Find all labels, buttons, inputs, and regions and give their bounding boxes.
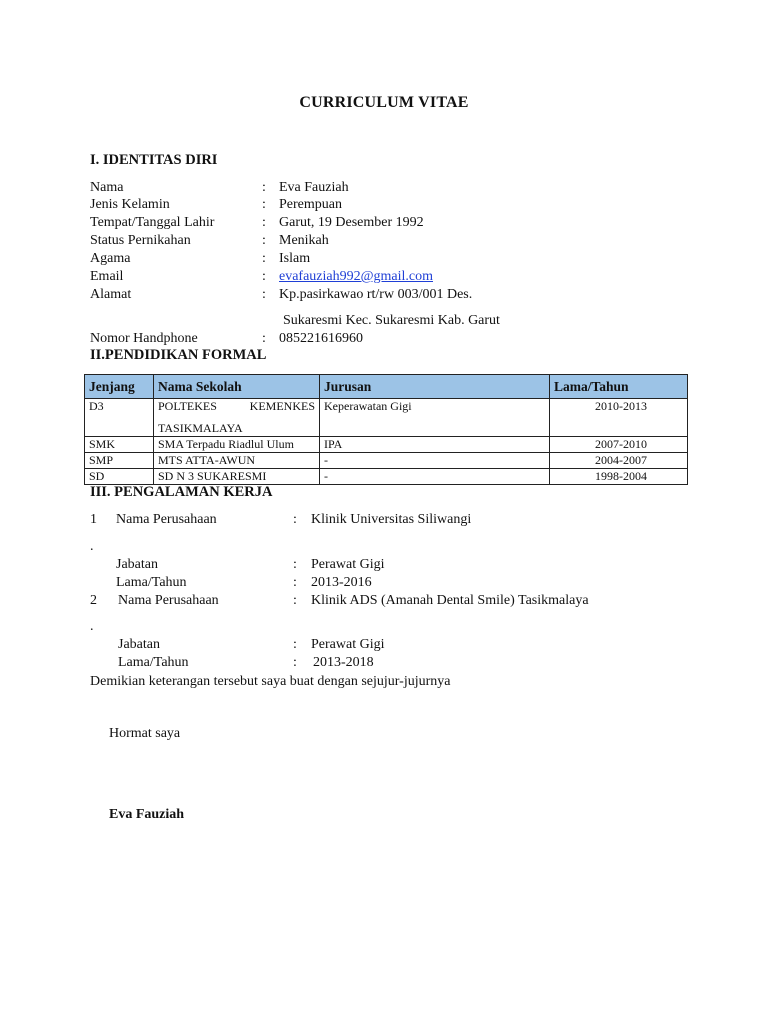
cell-jenjang: SMP [85,453,154,469]
value-lama-tahun: 2013-2018 [313,655,374,670]
job-number: 2 [90,593,97,608]
signature-name: Eva Fauziah [109,807,185,822]
colon: : [262,269,266,284]
label-lama-tahun: Lama/Tahun [116,575,187,590]
cell-jenjang: SD [85,469,154,485]
label-alamat: Alamat [90,287,132,302]
colon: : [293,575,297,590]
cell-tahun: 2007-2010 [550,437,688,453]
cell-jenjang: D3 [85,399,154,437]
table-header-row [85,375,688,399]
value-nama: Eva Fauziah [279,180,349,195]
document-title: CURRICULUM VITAE [299,94,469,111]
cell-nama-sekolah: MTS ATTA-AWUN [154,453,320,469]
colon: : [262,215,266,230]
value-nama-perusahaan: Klinik ADS (Amanah Dental Smile) Tasikmalaya [311,593,589,608]
colon: : [262,197,266,212]
header-lama-tahun: Lama/Tahun [550,375,688,399]
colon: : [262,331,266,346]
label-jabatan: Jabatan [116,557,158,572]
table-row [85,399,688,437]
value-nama-perusahaan: Klinik Universitas Siliwangi [311,512,472,527]
cell-jurusan: Keperawatan Gigi [320,399,550,437]
label-nama-perusahaan: Nama Perusahaan [118,593,219,608]
value-alamat-continued: Sukaresmi Kec. Sukaresmi Kab. Garut [283,313,500,328]
cell-jenjang: SMK [85,437,154,453]
colon: : [293,637,297,652]
cell-text: KEMENKES [249,399,315,413]
cell-jurusan: - [320,469,550,485]
cell-nama-sekolah: SD N 3 SUKARESMI [154,469,320,485]
cell-text: POLTEKES [158,399,217,413]
closing-statement: Demikian keterangan tersebut saya buat dengan sejujur-jujurnya [90,674,451,689]
table-row [85,437,688,453]
job-number: 1 [90,512,97,527]
colon: : [262,287,266,302]
value-jabatan: Perawat Gigi [311,557,385,572]
label-jenis-kelamin: Jenis Kelamin [90,197,170,212]
label-nama-perusahaan: Nama Perusahaan [116,512,217,527]
colon: : [262,251,266,266]
value-lama-tahun: 2013-2016 [311,575,372,590]
colon: : [293,557,297,572]
label-tempat-tanggal-lahir: Tempat/Tanggal Lahir [90,215,215,230]
education-table [84,374,688,485]
list-dot: . [90,539,94,554]
cell-nama-sekolah: SMA Terpadu Riadlul Ulum [154,437,320,453]
value-jenis-kelamin: Perempuan [279,197,342,212]
table-row [85,453,688,469]
list-dot: . [90,619,94,634]
label-agama: Agama [90,251,131,266]
label-lama-tahun: Lama/Tahun [118,655,189,670]
colon: : [293,593,297,608]
colon: : [293,512,297,527]
label-nomor-handphone: Nomor Handphone [90,331,198,346]
value-agama: Islam [279,251,311,266]
regards-text: Hormat saya [109,726,181,741]
cell-tahun: 2010-2013 [550,399,688,437]
header-jurusan: Jurusan [320,375,550,399]
colon: : [262,233,266,248]
section-identitas-heading: I. IDENTITAS DIRI [90,152,218,168]
cell-tahun: 1998-2004 [550,469,688,485]
cell-text: TASIKMALAYA [158,421,243,435]
label-jabatan: Jabatan [118,637,160,652]
colon: : [262,180,266,195]
header-nama-sekolah: Nama Sekolah [154,375,320,399]
cell-jurusan: - [320,453,550,469]
label-nama: Nama [90,180,124,195]
colon: : [293,655,297,670]
cell-nama-sekolah [154,399,320,437]
label-status-pernikahan: Status Pernikahan [90,233,191,248]
label-email: Email [90,269,124,284]
value-tempat-tanggal-lahir: Garut, 19 Desember 1992 [279,215,424,230]
header-jenjang: Jenjang [85,375,154,399]
value-status-pernikahan: Menikah [279,233,329,248]
cell-tahun: 2004-2007 [550,453,688,469]
table-row [85,469,688,485]
email-link[interactable]: evafauziah992@gmail.com [279,269,433,284]
section-pendidikan-heading: II.PENDIDIKAN FORMAL [90,347,267,363]
value-alamat: Kp.pasirkawao rt/rw 003/001 Des. [279,287,473,302]
cell-jurusan: IPA [320,437,550,453]
section-pengalaman-heading: III. PENGALAMAN KERJA [90,484,273,500]
value-jabatan: Perawat Gigi [311,637,385,652]
value-nomor-handphone: 085221616960 [279,331,363,346]
